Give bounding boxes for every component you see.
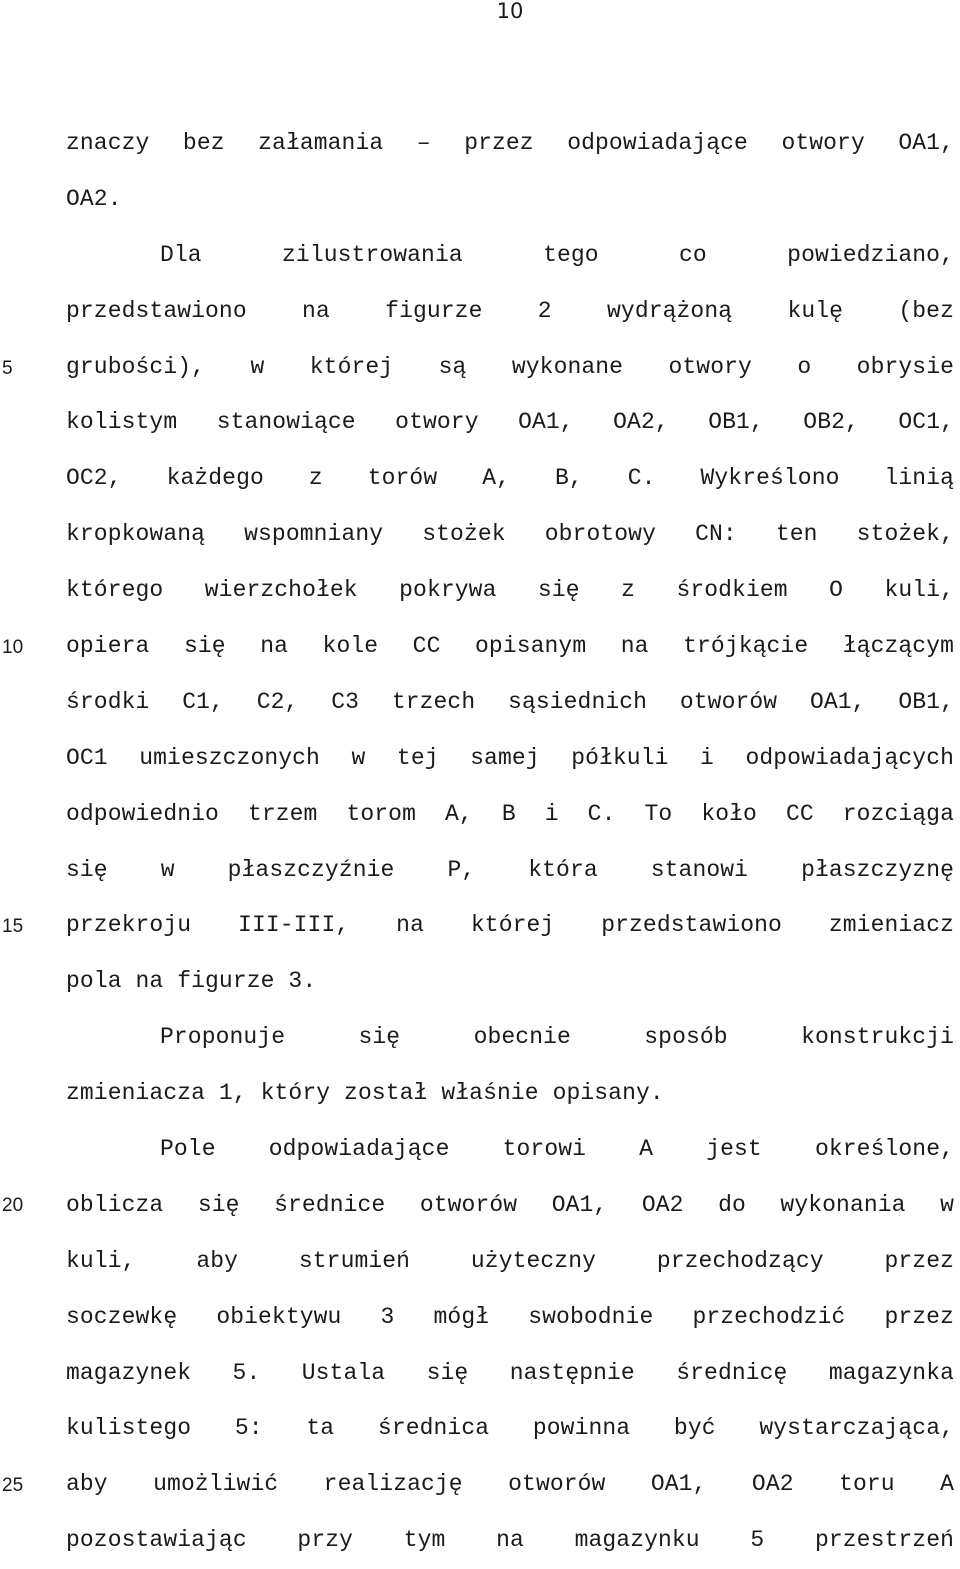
text-line: kuli, aby strumień użyteczny przechodzący przez (66, 1247, 954, 1274)
margin-line-number-10: 10 (2, 637, 24, 658)
text-line: kolistym stanowiące otwory OA1, OA2, OB1, OB2, OC1, (66, 409, 954, 436)
text-line: oblicza się średnice otworów OA1, OA2 do wykonania w (66, 1191, 954, 1218)
text-line: środki C1, C2, C3 trzech sąsiednich otworów OA1, OB1, (66, 688, 954, 715)
text-line: grubości), w której są wykonane otwory o obrysie (66, 353, 954, 380)
text-line: soczewkę obiektywu 3 mógł swobodnie przechodzić przez (66, 1303, 954, 1330)
text-line: znaczy bez załamania – przez odpowiadające otwory OA1, (66, 130, 954, 156)
text-line: kulistego 5: ta średnica powinna być wystarczająca, (66, 1415, 954, 1442)
text-line: którego wierzchołek pokrywa się z środkiem O kuli, (66, 577, 954, 604)
text-line: pozostawiając przy tym na magazynku 5 przestrzeń (66, 1527, 954, 1554)
text-line: opiera się na kole CC opisanym na trójkącie łączącym (66, 633, 954, 660)
text-line: się w płaszczyźnie P, która stanowi płaszczyznę (66, 856, 954, 883)
text-line: Dla zilustrowania tego co powiedziano, (160, 241, 954, 268)
margin-line-number-25: 25 (2, 1475, 24, 1496)
margin-line-number-5: 5 (2, 358, 13, 379)
text-line: odpowiednio trzem torom A, B i C. To koło CC rozciąga (66, 800, 954, 827)
text-line: OC1 umieszczonych w tej samej półkuli i odpowiadających (66, 744, 954, 771)
text-line: kropkowaną wspomniany stożek obrotowy CN: ten stożek, (66, 521, 954, 548)
text-line: przedstawiono na figurze 2 wydrążoną kulę (bez (66, 297, 954, 324)
text-line: aby umożliwić realizację otworów OA1, OA2 toru A (66, 1471, 954, 1498)
page-number: 10 (496, 0, 524, 23)
margin-line-number-15: 15 (2, 916, 24, 937)
document-body-text (66, 116, 954, 1569)
text-line: Pole odpowiadające torowi A jest określone, (160, 1136, 954, 1163)
text-line: OC2, każdego z torów A, B, C. Wykreślono linią (66, 465, 954, 492)
text-line: Proponuje się obecnie sposób konstrukcji (160, 1024, 954, 1051)
text-line: OA2. (66, 185, 122, 212)
margin-line-number-20: 20 (2, 1195, 24, 1216)
text-line: pola na figurze 3. (66, 968, 317, 995)
text-line: zmieniacza 1, który został właśnie opisany. (66, 1080, 664, 1107)
text-line: przekroju III-III, na której przedstawiono zmieniacz (66, 912, 954, 939)
text-line: magazynek 5. Ustala się następnie średnicę magazynka (66, 1359, 954, 1386)
